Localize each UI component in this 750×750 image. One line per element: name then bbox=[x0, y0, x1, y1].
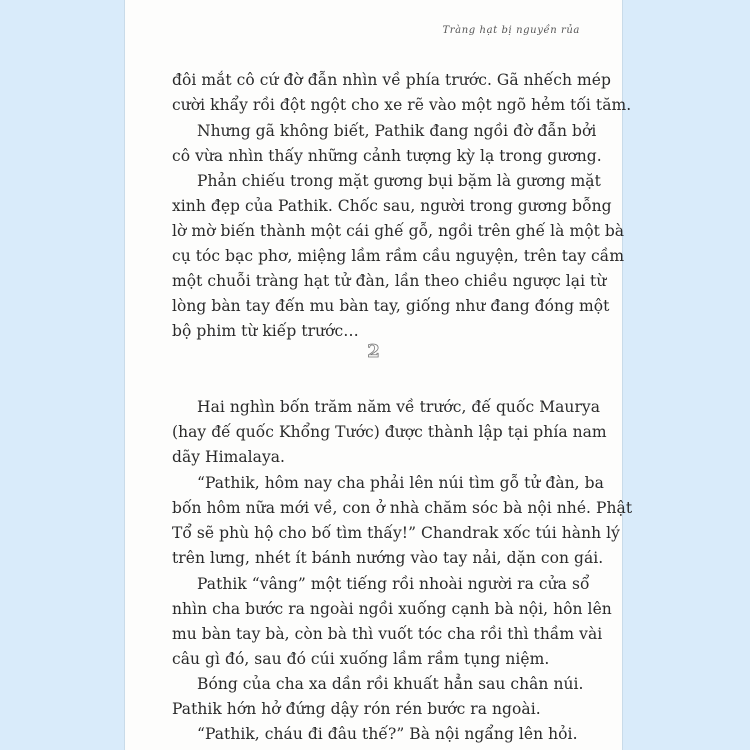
book-page bbox=[125, 0, 633, 750]
running-head: Tràng hạt bị nguyền rủa bbox=[442, 25, 580, 36]
text-line: cụ tóc bạc phơ, miệng lầm rầm cầu nguyện, trên tay cầm bbox=[172, 247, 625, 265]
text-line: “Pathik, hôm nay cha phải lên núi tìm gỗ tử đàn, ba bbox=[197, 474, 604, 492]
text-line: bốn hôm nữa mới về, con ở nhà chăm sóc bà nội nhé. Phật bbox=[172, 499, 633, 517]
text-line: nhìn cha bước ra ngoài ngồi xuống cạnh bà nội, hôn lên bbox=[172, 600, 612, 618]
text-line: cười khẩy rồi đột ngột cho xe rẽ vào một ngõ hẻm tối tăm. bbox=[172, 96, 632, 114]
text-line: “Pathik, cháu đi đâu thế?” Bà nội ngẩng lên hỏi. bbox=[197, 725, 578, 743]
text-line: Hai nghìn bốn trăm năm về trước, đế quốc Maurya bbox=[197, 398, 601, 416]
chapter-number: 2 bbox=[367, 341, 380, 362]
text-line: lờ mờ biến thành một cái ghế gỗ, ngồi trên ghế là một bà bbox=[172, 222, 625, 240]
text-line: Phản chiếu trong mặt gương bụi bặm là gương mặt bbox=[197, 172, 601, 190]
text-line: Bóng của cha xa dần rồi khuất hẳn sau chân núi. bbox=[197, 675, 584, 693]
text-line: xinh đẹp của Pathik. Chốc sau, người trong gương bỗng bbox=[172, 197, 612, 215]
text-line: câu gì đó, sau đó cúi xuống lầm rầm tụng niệm. bbox=[172, 650, 550, 668]
text-line: Pathik “vâng” một tiếng rồi nhoài người ra cửa sổ bbox=[197, 575, 590, 593]
text-line: mu bàn tay bà, còn bà thì vuốt tóc cha rồi thì thầm vài bbox=[172, 625, 603, 643]
text-line: Nhưng gã không biết, Pathik đang ngồi đờ đẫn bởi bbox=[197, 122, 597, 140]
text-line: đôi mắt cô cứ đờ đẫn nhìn về phía trước. Gã nhếch mép bbox=[172, 71, 611, 89]
text-line: dãy Himalaya. bbox=[172, 448, 286, 466]
text-line: lòng bàn tay đến mu bàn tay, giống như đang đóng một bbox=[172, 297, 610, 315]
text-line: một chuỗi tràng hạt tử đàn, lần theo chiều ngược lại từ bbox=[172, 272, 607, 290]
text-line: cô vừa nhìn thấy những cảnh tượng kỳ lạ trong gương. bbox=[172, 147, 602, 165]
text-line: Pathik hớn hở đứng dậy rón rén bước ra ngoài. bbox=[172, 700, 541, 718]
text-line: bộ phim từ kiếp trước… bbox=[172, 322, 359, 340]
text-line: (hay đế quốc Khổng Tước) được thành lập tại phía nam bbox=[172, 423, 607, 441]
text-line: Tổ sẽ phù hộ cho bố tìm thấy!” Chandrak xốc túi hành lý bbox=[172, 524, 620, 542]
text-line: trên lưng, nhét ít bánh nướng vào tay nải, dặn con gái. bbox=[172, 549, 604, 567]
